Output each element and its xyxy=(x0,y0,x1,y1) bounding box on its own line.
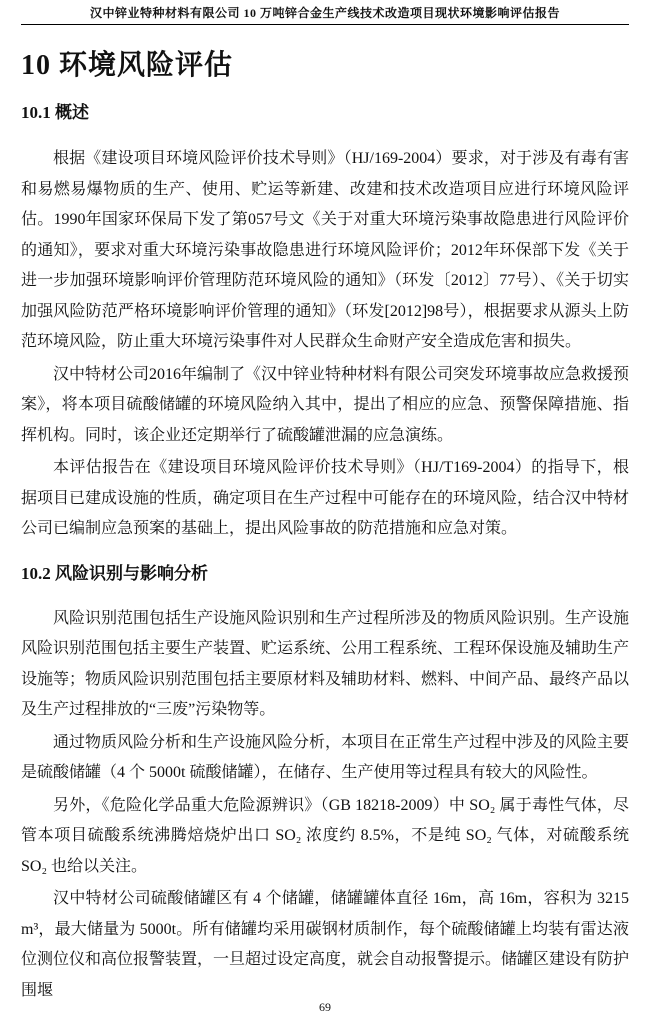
overview-paragraph-1: 根据《建设项目环境风险评价技术导则》（HJ/169-2004）要求，对于涉及有毒有害和易燃易爆物质的生产、使用、贮运等新建、改建和技术改造项目应进行环境风险评估。1990年国家环保局下发了第057号文《关于对重大环境污染事故隐患进行风险评价的通知》，要求对重大环境污染事故隐患进行环境风险评价；2012年环保部下发《关于进一步加强环境影响评价管理防范环境风险的通知》（环发〔2012〕77号）、《关于切实加强风险防范严格环境影响评价管理的通知》（环发[2012]98号），根据要求从源头上防范环境风险，防止重大环境污染事件对人民群众生命财产安全造成危害和损失。 xyxy=(21,150,629,350)
risk-paragraph-1: 风险识别范围包括生产设施风险识别和生产过程所涉及的物质风险识别。生产设施风险识别范围包括主要生产装置、贮运系统、公用工程系统、工程环保设施及辅助生产设施等；物质风险识别范围包括主要原材料及辅助材料、燃料、中间产品、最终产品以及生产过程排放的“三废”污染物等。 xyxy=(21,609,630,718)
overview-paragraph-2: 汉中特材公司2016年编制了《汉中锌业特种材料有限公司突发环境事故应急救援预案》，将本项目硫酸储罐的环境风险纳入其中，提出了相应的应急、预警保障措施、指挥机构。同时，该企业还定期举行了硫酸罐泄漏的应急演练。 xyxy=(21,365,630,444)
page-header xyxy=(21,0,629,25)
chapter-heading: 10 环境风险评估 xyxy=(21,50,234,81)
risk-paragraph-2: 通过物质风险分析和生产设施风险分析，本项目在正常生产过程中涉及的风险主要是硫酸储罐（4 个 5000t 硫酸储罐），在储存、生产使用等过程具有较大的风险性。 xyxy=(21,733,630,781)
risk-paragraph-4: 汉中特材公司硫酸储罐区有 4 个储罐，储罐罐体直径 16m，高 16m，容积为 3215 m³，最大储量为 5000t。所有储罐均采用碳钢材质制作，每个硫酸储罐上均装有雷达液位测位仪和高位报警装置，一旦超过设定高度，就会自动报警提示。储罐区建设有防护围堰 xyxy=(21,890,630,999)
section-heading-risk-identification: 10.2 风险识别与影响分析 xyxy=(21,563,208,583)
section-heading-overview: 10.1 概述 xyxy=(21,103,89,122)
overview-paragraph-3: 本评估报告在《建设项目环境风险评价技术导则》（HJ/T169-2004）的指导下，根据项目已建成设施的性质，确定项目在生产过程中可能存在的环境风险，结合汉中特材公司已编制应急预案的基础上，提出风险事故的防范措施和应急对策。 xyxy=(21,459,630,537)
risk-paragraph-3: 另外，《危险化学品重大危险源辨识》（GB 18218-2009）中 SO₂ 属于毒性气体，尽管本项目硫酸系统沸腾焙烧炉出口 SO₂ 浓度约 8.5%，不是纯 SO₂ 气体，对硫酸系统 SO₂ 也给以关注。 xyxy=(21,796,629,875)
header-divider xyxy=(21,24,629,25)
running-header-title: 汉中锌业特种材料有限公司 10 万吨锌合金生产线技术改造项目现状环境影响评估报告 xyxy=(89,6,560,20)
page-number: 69 xyxy=(319,1000,331,1014)
page-body xyxy=(21,49,629,1006)
